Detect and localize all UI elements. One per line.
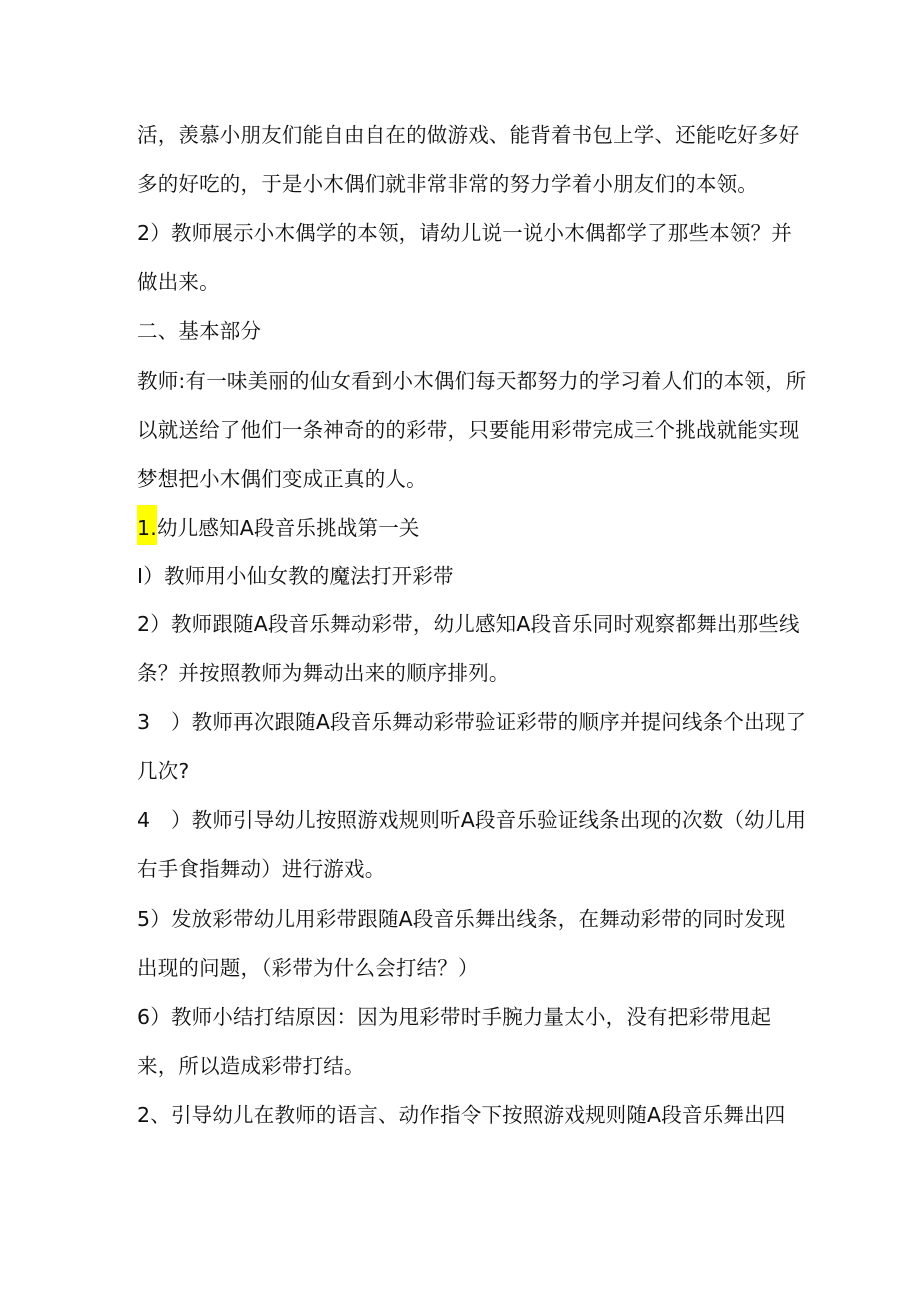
text-line: 4 ）教师引导幼儿按照游戏规则听A段音乐验证线条出现的次数（幼儿用: [137, 808, 807, 832]
subsection-heading-text: 幼儿感知A段音乐挑战第一关: [156, 516, 420, 540]
text-line: 右手食指舞动）进行游戏。: [137, 857, 386, 881]
text-line: 教师:有一味美丽的仙女看到小木偶们每天都努力的学习着人们的本领，所: [137, 369, 807, 393]
text-line: 5）发放彩带幼儿用彩带跟随A段音乐舞出线条，在舞动彩带的同时发现: [137, 907, 786, 931]
text-line: 做出来。: [137, 270, 220, 294]
subsection-heading: [137, 515, 797, 545]
text-line: 梦想把小木偶们变成正真的人。: [137, 467, 427, 491]
text-line: 以就送给了他们一条神奇的的彩带，只要能用彩带完成三个挑战就能实现: [137, 418, 800, 442]
text-line: 3 ）教师再次跟随A段音乐舞动彩带验证彩带的顺序并提问线条个出现了: [137, 710, 807, 734]
highlighted-number: 1.: [137, 505, 157, 545]
text-line: 6）教师小结打结原因：因为甩彩带时手腕力量太小，没有把彩带甩起: [137, 1005, 772, 1029]
text-line: 2、引导幼儿在教师的语言、动作指令下按照游戏规则随A段音乐舞出四: [137, 1103, 786, 1127]
text-line: 多的好吃的，于是小木偶们就非常非常的努力学着小朋友们的本领。: [137, 172, 758, 196]
text-line: 2）教师展示小木偶学的本领，请幼儿说一说小木偶都学了那些本领？并: [137, 221, 792, 245]
text-line: I）教师用小仙女教的魔法打开彩带: [137, 564, 454, 588]
text-line: 2）教师跟随A段音乐舞动彩带，幼儿感知A段音乐同时观察都舞出那些线: [137, 612, 800, 636]
text-line: 活，羡慕小朋友们能自由自在的做游戏、能背着书包上学、还能吃好多好: [137, 123, 800, 147]
section-heading: 二、基本部分: [137, 319, 262, 343]
text-line: 来，所以造成彩带打结。: [137, 1054, 365, 1078]
text-line: 条？并按照教师为舞动出来的顺序排列。: [137, 661, 510, 685]
text-line: 出现的问题，（彩带为什么会打结？）: [137, 956, 479, 980]
text-line: 几次?: [137, 759, 190, 783]
